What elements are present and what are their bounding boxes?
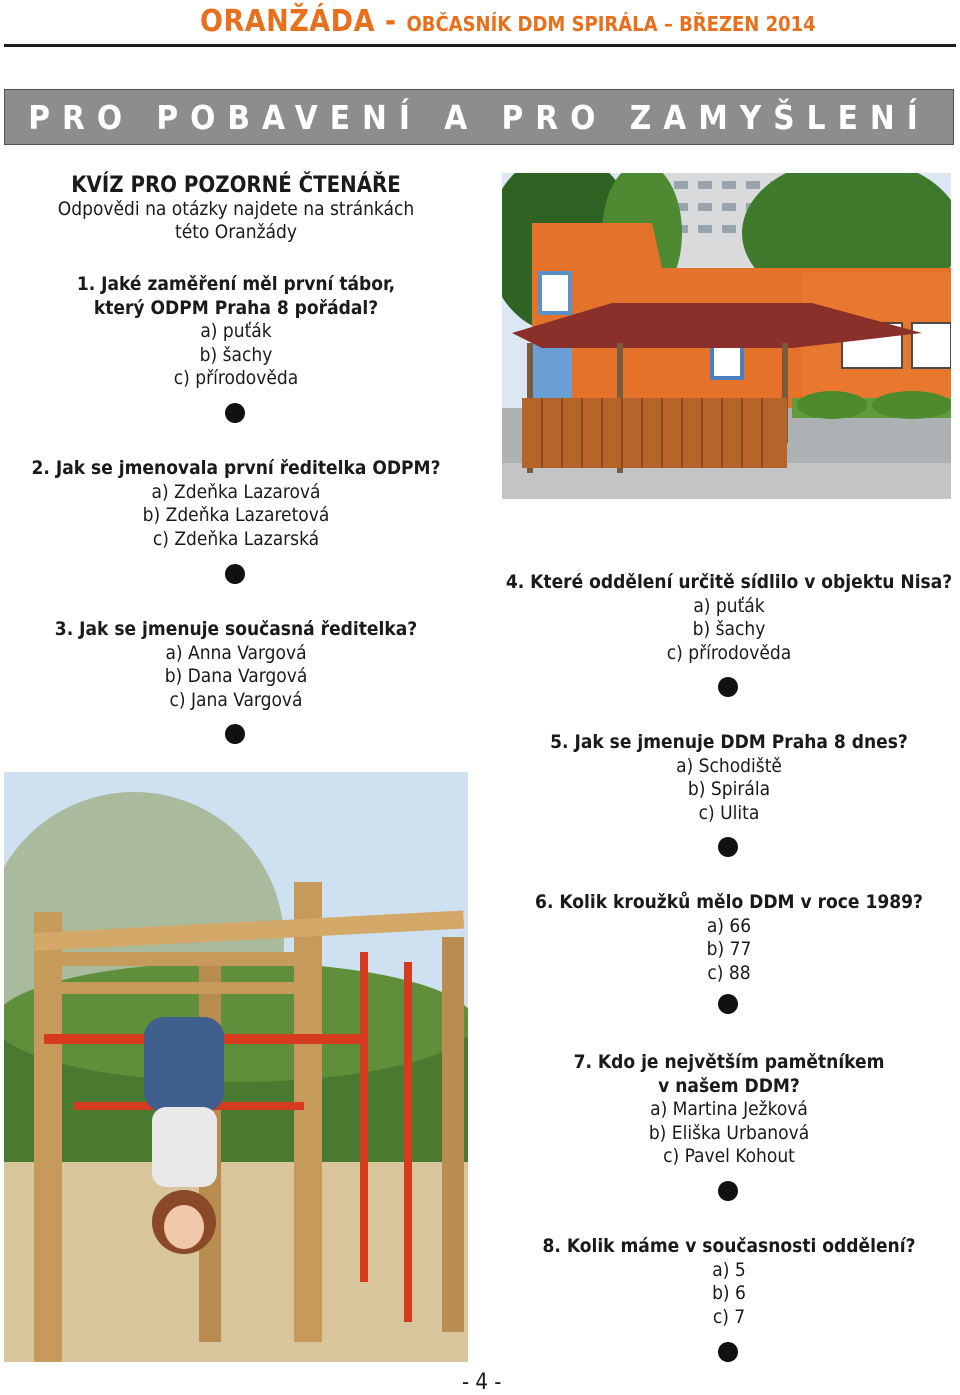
magazine-name: ORANŽÁDA (200, 4, 375, 39)
question-4 (497, 571, 960, 665)
separator-dot (718, 1342, 738, 1362)
question-7-text-2: v našem DDM? (658, 1074, 800, 1097)
page-number: - 4 - (462, 1370, 502, 1395)
building-photo (502, 173, 951, 499)
separator-dot (718, 1181, 738, 1201)
question-2-answer-c: c) Zdeňka Lazarská (152, 527, 320, 550)
playground-photo (4, 772, 468, 1362)
question-1-text-1: 1. Jaké zaměření měl první tábor, (76, 273, 396, 295)
question-4-answer-c: c) přírodověda (666, 641, 792, 664)
page-header (0, 0, 960, 48)
question-7-answer-a: a) Martina Ježková (650, 1098, 808, 1120)
question-1 (16, 273, 456, 391)
question-8-answer-b: b) 6 (712, 1282, 746, 1304)
question-1-answer-a: a) puťák (200, 320, 272, 342)
question-7 (497, 1051, 960, 1169)
question-5-answer-b: b) Spirála (687, 778, 771, 800)
question-5-answer-c: c) Ulita (698, 801, 760, 824)
question-8-answer-a: a) 5 (712, 1258, 746, 1281)
question-3-text: 3. Jak se jmenuje současná ředitelka? (54, 618, 418, 640)
separator-dot (225, 724, 245, 744)
question-7-text-1: 7. Kdo je největším pamětníkem (573, 1051, 885, 1073)
separator-dot (718, 994, 738, 1014)
question-6 (497, 891, 960, 985)
question-5-text: 5. Jak se jmenuje DDM Praha 8 dnes? (550, 731, 908, 753)
question-1-text-2: který ODPM Praha 8 pořádal? (93, 296, 379, 319)
question-8-text: 8. Kolik máme v současnosti oddělení? (542, 1235, 916, 1257)
playground-illustration (4, 772, 468, 1362)
question-3-answer-a: a) Anna Vargová (165, 641, 307, 664)
magazine-title (200, 4, 816, 39)
separator-dot (225, 564, 245, 584)
question-2-text: 2. Jak se jmenovala první ředitelka ODPM? (31, 457, 441, 479)
quiz-title: KVÍZ PRO POZORNÉ ČTENÁŘE (71, 173, 401, 198)
question-3 (16, 618, 456, 712)
question-2-answer-a: a) Zdeňka Lazarová (151, 480, 321, 503)
question-4-answer-b: b) šachy (692, 618, 766, 640)
question-6-answer-b: b) 77 (706, 938, 752, 960)
question-2 (16, 457, 456, 551)
question-6-answer-c: c) 88 (707, 961, 751, 984)
question-8 (497, 1235, 960, 1329)
quiz-intro-line-2: této Oranžády (175, 221, 297, 243)
header-divider (4, 44, 956, 47)
separator-dot (718, 837, 738, 857)
building-illustration (502, 173, 951, 499)
separator-dot (225, 403, 245, 423)
magazine-subtitle: OBČASNÍK DDM SPIRÁLA – BŘEZEN 2014 (406, 12, 816, 36)
question-1-answer-c: c) přírodověda (173, 367, 299, 389)
quiz-intro-line-1: Odpovědi na otázky najdete na stránkách (57, 197, 415, 220)
question-4-answer-a: a) puťák (693, 594, 765, 617)
question-6-text: 6. Kolik kroužků mělo DDM v roce 1989? (535, 891, 923, 913)
question-1-answer-b: b) šachy (199, 343, 273, 366)
question-7-answer-c: c) Pavel Kohout (663, 1145, 795, 1167)
question-3-answer-c: c) Jana Vargová (169, 688, 303, 711)
question-5-answer-a: a) Schodiště (676, 754, 782, 777)
question-6-answer-a: a) 66 (706, 914, 752, 937)
question-2-answer-b: b) Zdeňka Lazaretová (142, 504, 330, 526)
section-banner: PRO POBAVENÍ A PRO ZAMYŠLENÍ (4, 89, 954, 145)
title-separator: - (374, 4, 407, 39)
quiz-intro (16, 174, 456, 245)
question-8-answer-c: c) 7 (712, 1305, 746, 1328)
separator-dot (718, 677, 738, 697)
question-3-answer-b: b) Dana Vargová (164, 665, 308, 687)
question-5 (497, 731, 960, 825)
question-4-text: 4. Které oddělení určitě sídlilo v objektu Nisa? (505, 571, 953, 593)
question-7-answer-b: b) Eliška Urbanová (648, 1121, 810, 1144)
